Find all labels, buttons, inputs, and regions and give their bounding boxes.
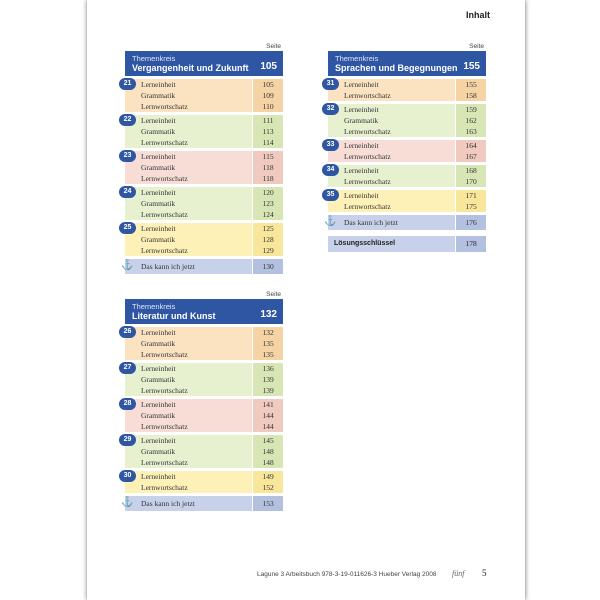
toc-row (125, 338, 283, 349)
unit-group (125, 115, 283, 148)
toc-row (125, 162, 283, 173)
toc-entry-page: 175 (455, 201, 486, 212)
themenkreis-title: Sprachen und Begegnungen (335, 63, 458, 73)
toc-entry-label: Grammatik (141, 91, 176, 100)
toc-entry-page: 115 (252, 151, 283, 162)
toc-entry-page: 114 (252, 137, 283, 148)
summary-label: Das kann ich jetzt (141, 262, 195, 271)
toc-entry-label: Lernwortschatz (141, 386, 188, 395)
toc-entry-page: 152 (252, 482, 283, 493)
toc-row (125, 115, 283, 126)
toc-entry-label: Lerneinheit (141, 224, 176, 233)
toc-entry-page: 144 (252, 421, 283, 432)
toc-entry-page: 105 (252, 79, 283, 90)
toc-entry-label: Grammatik (141, 163, 176, 172)
unit-group (125, 363, 283, 396)
seite-label: Seite (266, 43, 281, 50)
themenkreis-title: Literatur und Kunst (132, 311, 216, 321)
toc-entry-page: 111 (252, 115, 283, 126)
toc-entry-label: Lernwortschatz (141, 350, 188, 359)
toc-entry-page: 124 (252, 209, 283, 220)
unit-group (328, 190, 486, 212)
unit-number-badge: 24 (119, 186, 136, 198)
toc-entry-page: 148 (252, 457, 283, 468)
toc-row (125, 137, 283, 148)
toc-block-sprachen (324, 42, 486, 252)
unit-number-badge: 27 (119, 362, 136, 374)
themenkreis-label: Themenkreis (132, 302, 176, 311)
toc-entry-label: Lernwortschatz (344, 202, 391, 211)
footer-imprint: Lagune 3 Arbeitsbuch 978-3-19-011626-3 Hueber Verlag 2008 (257, 571, 437, 578)
toc-entry-page: 129 (252, 245, 283, 256)
summary-page: 130 (252, 259, 283, 274)
summary-row (324, 215, 486, 230)
unit-group (125, 399, 283, 432)
themenkreis-label: Themenkreis (335, 54, 379, 63)
toc-entry-label: Lernwortschatz (344, 91, 391, 100)
unit-group (125, 187, 283, 220)
toc-entry-label: Lerneinheit (344, 166, 379, 175)
toc-entry-page: 167 (455, 151, 486, 162)
anchor-icon: ⚓ (121, 497, 134, 508)
toc-entry-label: Lerneinheit (141, 436, 176, 445)
toc-entry-label: Lerneinheit (141, 400, 176, 409)
toc-row (328, 151, 486, 162)
toc-row (125, 363, 283, 374)
toc-row (125, 79, 283, 90)
toc-row (125, 482, 283, 493)
toc-entry-label: Grammatik (141, 127, 176, 136)
toc-entry-page: 136 (252, 363, 283, 374)
page-title: Inhalt (466, 10, 490, 20)
toc-row (125, 374, 283, 385)
toc-entry-page: 113 (252, 126, 283, 137)
toc-row (125, 446, 283, 457)
themenkreis-header (125, 299, 283, 324)
unit-number-badge: 23 (119, 150, 136, 162)
unit-group (125, 79, 283, 112)
unit-group (125, 435, 283, 468)
toc-entry-label: Grammatik (344, 116, 379, 125)
unit-group (328, 104, 486, 137)
toc-row (125, 223, 283, 234)
toc-entry-page: 135 (252, 338, 283, 349)
toc-row (328, 90, 486, 101)
toc-entry-page: 168 (455, 165, 486, 176)
toc-entry-page: 158 (455, 90, 486, 101)
toc-entry-label: Lerneinheit (344, 191, 379, 200)
unit-group (125, 151, 283, 184)
toc-entry-page: 145 (252, 435, 283, 446)
toc-row (125, 209, 283, 220)
toc-row (125, 101, 283, 112)
toc-entry-page: 170 (455, 176, 486, 187)
toc-entry-label: Grammatik (141, 199, 176, 208)
toc-entry-page: 163 (455, 126, 486, 137)
themenkreis-header (328, 51, 486, 76)
toc-entry-label: Lerneinheit (141, 328, 176, 337)
toc-entry-page: 162 (455, 115, 486, 126)
toc-row (125, 126, 283, 137)
toc-row (328, 165, 486, 176)
toc-entry-label: Lerneinheit (141, 188, 176, 197)
toc-entry-page: 155 (455, 79, 486, 90)
toc-entry-label: Lernwortschatz (141, 422, 188, 431)
unit-number-badge: 29 (119, 434, 136, 446)
toc-block-vergangenheit (121, 42, 283, 274)
themenkreis-header (125, 51, 283, 76)
unit-number-badge: 26 (119, 326, 136, 338)
anchor-icon: ⚓ (324, 216, 337, 227)
toc-row (125, 187, 283, 198)
toc-entry-label: Lernwortschatz (141, 210, 188, 219)
unit-number-badge: 32 (322, 103, 339, 115)
toc-row (125, 385, 283, 396)
toc-entry-label: Lerneinheit (141, 80, 176, 89)
toc-entry-label: Lerneinheit (141, 116, 176, 125)
themenkreis-page: 105 (260, 61, 277, 72)
toc-entry-page: 171 (455, 190, 486, 201)
unit-number-badge: 25 (119, 222, 136, 234)
unit-number-badge: 22 (119, 114, 136, 126)
toc-entry-page: 139 (252, 374, 283, 385)
toc-row (328, 190, 486, 201)
unit-number-badge: 35 (322, 189, 339, 201)
toc-entry-page: 148 (252, 446, 283, 457)
themenkreis-page: 132 (260, 309, 277, 320)
summary-page: 176 (455, 215, 486, 230)
toc-entry-page: 149 (252, 471, 283, 482)
toc-entry-label: Lerneinheit (344, 141, 379, 150)
toc-entry-label: Lernwortschatz (141, 138, 188, 147)
toc-row (328, 79, 486, 90)
toc-row (328, 176, 486, 187)
footer-page-word: fünf (452, 569, 465, 578)
toc-row (125, 151, 283, 162)
toc-row (125, 90, 283, 101)
toc-row (125, 471, 283, 482)
toc-entry-label: Lernwortschatz (344, 152, 391, 161)
toc-row (125, 327, 283, 338)
toc-entry-label: Lernwortschatz (141, 483, 188, 492)
toc-entry-page: 159 (455, 104, 486, 115)
toc-entry-page: 141 (252, 399, 283, 410)
summary-page: 153 (252, 496, 283, 511)
themenkreis-page: 155 (463, 61, 480, 72)
toc-row (328, 201, 486, 212)
toc-entry-page: 132 (252, 327, 283, 338)
toc-entry-label: Lerneinheit (141, 152, 176, 161)
footer-page-number: 5 (482, 568, 487, 578)
toc-block-literatur (121, 290, 283, 511)
toc-row (125, 173, 283, 184)
toc-entry-label: Lerneinheit (141, 472, 176, 481)
themenkreis-title: Vergangenheit und Zukunft (132, 63, 249, 73)
toc-row (328, 115, 486, 126)
toc-entry-page: 109 (252, 90, 283, 101)
toc-entry-page: 118 (252, 162, 283, 173)
unit-group (328, 165, 486, 187)
toc-entry-label: Grammatik (141, 375, 176, 384)
toc-entry-page: 123 (252, 198, 283, 209)
unit-group (328, 140, 486, 162)
unit-number-badge: 34 (322, 164, 339, 176)
toc-row (328, 104, 486, 115)
toc-entry-label: Grammatik (141, 447, 176, 456)
toc-entry-page: 135 (252, 349, 283, 360)
unit-group (328, 79, 486, 101)
unit-number-badge: 30 (119, 470, 136, 482)
toc-entry-page: 144 (252, 410, 283, 421)
unit-number-badge: 21 (119, 78, 136, 90)
unit-number-badge: 31 (322, 78, 339, 90)
toc-row (125, 349, 283, 360)
toc-entry-page: 139 (252, 385, 283, 396)
unit-group (125, 327, 283, 360)
toc-entry-label: Lerneinheit (344, 80, 379, 89)
toc-entry-label: Lernwortschatz (141, 458, 188, 467)
toc-row (125, 234, 283, 245)
toc-entry-label: Lerneinheit (141, 364, 176, 373)
toc-entry-label: Lernwortschatz (344, 177, 391, 186)
toc-row (125, 435, 283, 446)
summary-row (121, 496, 283, 511)
toc-row (125, 198, 283, 209)
seite-label: Seite (266, 291, 281, 298)
toc-row (125, 457, 283, 468)
unit-group (125, 471, 283, 493)
toc-entry-label: Grammatik (141, 411, 176, 420)
unit-number-badge: 33 (322, 139, 339, 151)
toc-entry-label: Lernwortschatz (344, 127, 391, 136)
summary-label: Das kann ich jetzt (141, 499, 195, 508)
themenkreis-label: Themenkreis (132, 54, 176, 63)
loesung-label: Lösungsschlüssel (334, 240, 396, 247)
toc-entry-label: Grammatik (141, 339, 176, 348)
toc-entry-page: 120 (252, 187, 283, 198)
toc-row (125, 399, 283, 410)
toc-entry-label: Lerneinheit (344, 105, 379, 114)
toc-entry-page: 118 (252, 173, 283, 184)
toc-entry-label: Lernwortschatz (141, 102, 188, 111)
toc-row (125, 245, 283, 256)
loesungsschluessel-row (328, 236, 486, 252)
unit-group (125, 223, 283, 256)
toc-entry-page: 128 (252, 234, 283, 245)
toc-entry-label: Lernwortschatz (141, 174, 188, 183)
toc-row (328, 126, 486, 137)
toc-entry-page: 125 (252, 223, 283, 234)
summary-label: Das kann ich jetzt (344, 218, 398, 227)
loesung-page: 178 (455, 236, 486, 252)
toc-entry-page: 164 (455, 140, 486, 151)
toc-entry-label: Grammatik (141, 235, 176, 244)
toc-row (328, 140, 486, 151)
toc-row (125, 421, 283, 432)
summary-row (121, 259, 283, 274)
toc-entry-page: 110 (252, 101, 283, 112)
unit-number-badge: 28 (119, 398, 136, 410)
seite-label: Seite (469, 43, 484, 50)
toc-row (125, 410, 283, 421)
toc-entry-label: Lernwortschatz (141, 246, 188, 255)
anchor-icon: ⚓ (121, 260, 134, 271)
